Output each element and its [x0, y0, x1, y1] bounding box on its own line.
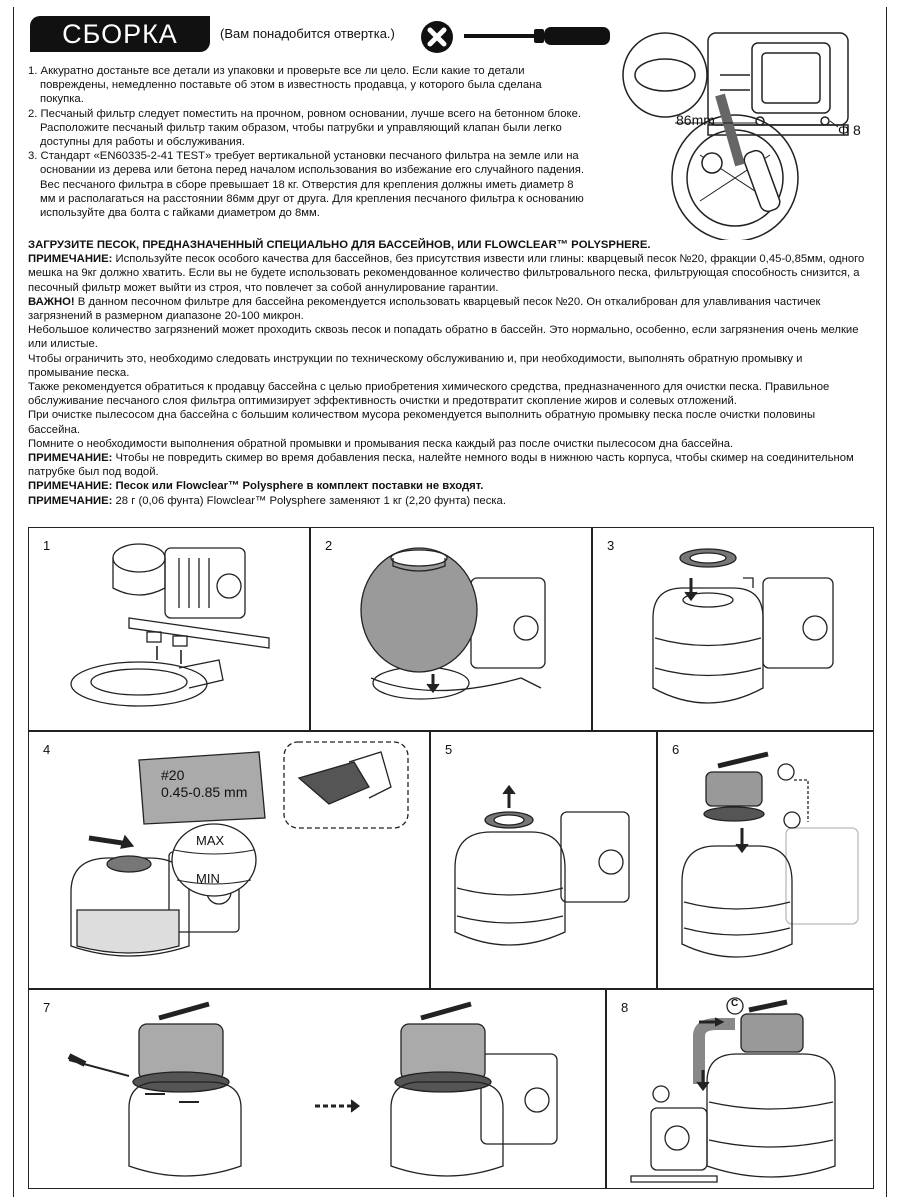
- important-text: В данном песочном фильтре для бассейна рекомендуется использовать кварцевый песок №20. Он откалиброван для улавливания частичек загрязнений в размерном диапазоне 20-100 микрон.: [28, 295, 821, 323]
- step-panel-8: [606, 989, 874, 1189]
- note-2-text: Чтобы не повредить скимер во время добавления песка, налейте немного воды в нижнюю часть корпуса, чтобы скимер на соединительном патрубке был под водой.: [28, 452, 854, 479]
- intro-list: [28, 64, 588, 220]
- intro-item-3: 3. Стандарт «EN60335-2-41 TEST» требует вертикальной установки песчаного фильтра на земле или на основании из дерева или бетона перед началом использования во избежание его случайного падения. Вес песчаного фильтра в сборе превышает 18 кг. Отверстия для крепления должны иметь диаметр 8 мм и располагаться на расстоянии 86мм друг от друга. Для крепления песчаного фильтра к основанию используйте два болта с гайками диаметром до 8мм.: [28, 150, 585, 220]
- sand-size: 0.45-0.85 mm: [161, 784, 248, 800]
- note-2: [28, 451, 868, 479]
- tool-note: (Вам понадобится отвертка.): [220, 26, 395, 41]
- paragraph-5: Помните о необходимости выполнения обратной промывки и промывания песка каждый раз после очистки пылесосом дна бассейна.: [28, 437, 734, 450]
- important-note: [28, 295, 868, 323]
- step-panel-4: [28, 731, 430, 989]
- step-number: 2: [325, 538, 333, 553]
- note-1-text: Используйте песок особого качества для бассейнов, без присутствия извести или глины: кварцевый песок №20, фракции 0,45-0,85мм, одного мешка на 9кг должно хватить. Если вы не будете использовать рекомендованное количество фильтровального песка, фильтрующая способность снизится, а песочный фильтр может выйти из строя, что повлечет за собой аннулирование гарантии.: [28, 253, 865, 294]
- min-label: MIN: [196, 871, 220, 886]
- note-3: ПРИМЕЧАНИЕ: Песок или Flowclear™ Polysphere в комплект поставки не входят.: [28, 480, 484, 493]
- step-number: 8: [621, 1000, 629, 1015]
- step-6-illustration: [658, 732, 875, 990]
- note-4-label: ПРИМЕЧАНИЕ:: [28, 494, 113, 507]
- sand-instructions: [28, 238, 868, 508]
- intro-item-2: 2. Песчаный фильтр следует поместить на прочном, ровном основании, лучше всего на бетонном блоке. Расположите песчаный фильтр таким образом, чтобы патрубки и управляющий клапан были легко доступны для работы и обслуживания.: [28, 107, 582, 149]
- clamp-letter: C: [731, 998, 739, 1009]
- step-panel-2: [310, 527, 592, 731]
- note-4: [28, 494, 868, 508]
- step-panel-1: [28, 527, 310, 731]
- no-tool-cross-icon: [420, 20, 454, 54]
- note-1: [28, 252, 868, 295]
- sand-bag-label: [161, 767, 247, 801]
- important-label: ВАЖНО!: [28, 295, 75, 308]
- step-5-illustration: [431, 732, 658, 990]
- step-8-illustration: [607, 990, 875, 1190]
- step-number: 3: [607, 538, 615, 553]
- step-number: 1: [43, 538, 51, 553]
- note-4-text: 28 г (0,06 фунта) Flowclear™ Polysphere заменяют 1 кг (2,20 фунта) песка.: [112, 494, 506, 507]
- step-7-illustration: [29, 990, 607, 1190]
- sand-grade: #20: [161, 767, 185, 783]
- screwdriver-icon: [462, 22, 612, 50]
- step-number: 4: [43, 742, 51, 757]
- paragraph-4: При очистке пылесосом дна бассейна с большим количеством мусора рекомендуется выполнить обратную промывку песка после очистки половины бассейна.: [28, 409, 816, 436]
- sand-heading: ЗАГРУЗИТЕ ПЕСОК, ПРЕДНАЗНАЧЕННЫЙ СПЕЦИАЛЬНО ДЛЯ БАССЕЙНОВ, ИЛИ FLOWCLEAR™ POLYSPHERE.: [28, 239, 651, 251]
- step-1-illustration: [29, 528, 311, 732]
- step-number: 6: [672, 742, 680, 757]
- note-1-label: ПРИМЕЧАНИЕ:: [28, 253, 113, 266]
- paragraph-2: Чтобы ограничить это, необходимо следовать инструкции по техническому обслуживанию и, при необходимости, выполнять обратную промывку и промывание песка.: [28, 352, 803, 379]
- step-panel-3: [592, 527, 874, 731]
- step-panel-7: [28, 989, 606, 1189]
- step-panel-6: [657, 731, 874, 989]
- step-number: 7: [43, 1000, 51, 1015]
- page-title: СБОРКА: [30, 16, 210, 52]
- intro-item-1: 1. Аккуратно достаньте все детали из упаковки и проверьте все ли цело. Если какие то детали повреждены, немедленно поставьте об этом в известность продавца, у которого была сделана покупка.: [28, 65, 542, 106]
- step-2-illustration: [311, 528, 593, 732]
- note-2-label: ПРИМЕЧАНИЕ:: [28, 452, 113, 465]
- diameter-label: Φ 8: [838, 122, 861, 138]
- max-label: MAX: [196, 833, 225, 848]
- paragraph-3: Также рекомендуется обратиться к продавцу бассейна с целью приобретения химического средства, предназначенного для очистки песка. Правильное обслуживание песчаного слоя фильтра оптимизирует эффективность очистки и предотвратит скопление жиров и солевых отложений.: [28, 381, 830, 408]
- step-panel-5: [430, 731, 657, 989]
- paragraph-1: Небольшое количество загрязнений может проходить сквозь песок и попадать обратно в бассейн. Это нормально, особенно, если загрязнения очень мелкие или илистые.: [28, 324, 859, 351]
- step-number: 5: [445, 742, 453, 757]
- distance-label: 86mm: [676, 112, 715, 128]
- step-3-illustration: [593, 528, 875, 732]
